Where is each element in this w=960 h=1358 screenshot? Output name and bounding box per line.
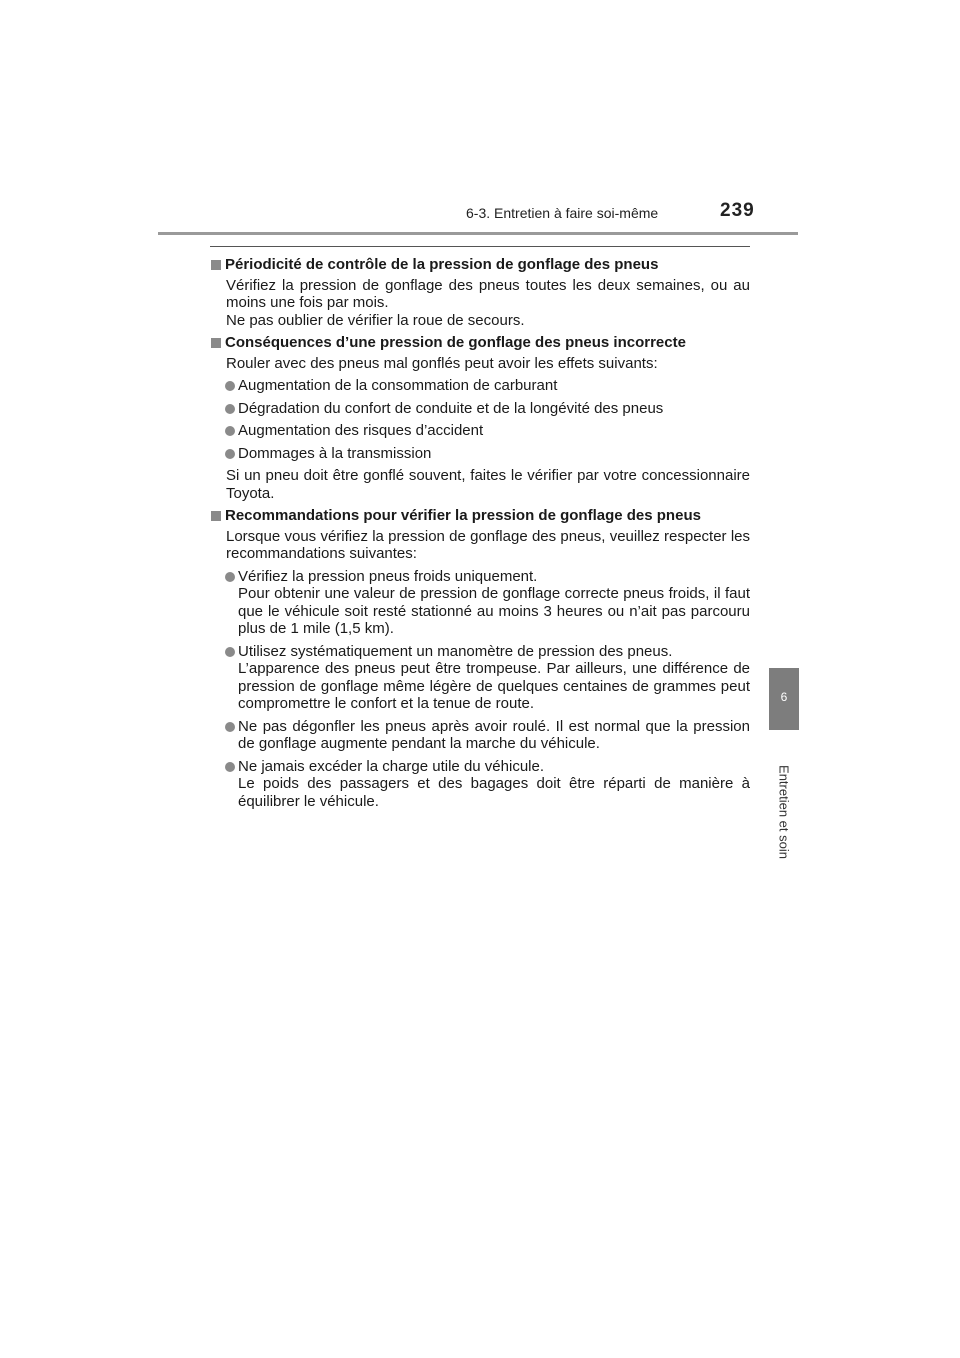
chapter-title: Entretien et soin	[776, 765, 792, 859]
list-item: Ne jamais excéder la charge utile du véhicule. Le poids des passagers et des bagages doit être réparti de manière à équilibrer le véhicule.	[210, 758, 750, 811]
section-heading: Périodicité de contrôle de la pression de gonflage des pneus	[210, 256, 750, 274]
list-item: Vérifiez la pression pneus froids uniquement. Pour obtenir une valeur de pression de gonflage correcte pneus froids, il faut que le véhicule soit resté stationné au moins 3 heures ou n’ait pas parcouru plus de 1 mile (1,5 km).	[210, 568, 750, 638]
list-item: Ne pas dégonfler les pneus après avoir roulé. Il est normal que la pression de gonflage augmente pendant la marche du véhicule.	[210, 718, 750, 753]
header-divider	[158, 232, 798, 235]
section-paragraph: Lorsque vous vérifiez la pression de gonflage des pneus, veuillez respecter les recommandations suivantes:	[226, 527, 750, 562]
list-item: Dommages à la transmission	[210, 445, 750, 463]
round-bullet-icon	[225, 647, 235, 657]
section-paragraph: Rouler avec des pneus mal gonflés peut avoir les effets suivants:	[226, 354, 658, 372]
round-bullet-icon	[225, 404, 235, 414]
section-heading: Conséquences d’une pression de gonflage des pneus incorrecte	[210, 334, 750, 352]
round-bullet-icon	[225, 381, 235, 391]
chapter-number: 6	[780, 690, 788, 704]
content-divider	[210, 246, 750, 247]
section-inspection-frequency	[210, 256, 750, 329]
section-heading: Recommandations pour vérifier la pression de gonflage des pneus	[210, 507, 750, 525]
square-bullet-icon	[211, 338, 221, 348]
section-paragraph: Si un pneu doit être gonflé souvent, faites le vérifier par votre concessionnaire Toyota.	[226, 467, 750, 502]
list-item: Utilisez systématiquement un manomètre de pression des pneus. L’apparence des pneus peut être trompeuse. Par ailleurs, une différence de pression de gonflage même légère de quelques centaines de grammes peut compromettre le confort et la tenue de route.	[210, 643, 750, 713]
page-number: 239	[720, 200, 755, 221]
page-content	[210, 256, 750, 815]
section-paragraph: Vérifiez la pression de gonflage des pneus toutes les deux semaines, ou au moins une fois par mois. Ne pas oublier de vérifier la roue de secours.	[226, 276, 750, 329]
round-bullet-icon	[225, 426, 235, 436]
section-recommendations	[210, 507, 750, 810]
chapter-tab	[769, 668, 799, 730]
square-bullet-icon	[211, 511, 221, 521]
square-bullet-icon	[211, 260, 221, 270]
round-bullet-icon	[225, 572, 235, 582]
list-item: Dégradation du confort de conduite et de la longévité des pneus	[210, 400, 750, 418]
round-bullet-icon	[225, 722, 235, 732]
round-bullet-icon	[225, 449, 235, 459]
section-incorrect-pressure	[210, 334, 750, 502]
list-item: Augmentation de la consommation de carburant	[210, 377, 750, 395]
header-section-title: 6-3. Entretien à faire soi-même	[466, 205, 659, 221]
list-item: Augmentation des risques d’accident	[210, 422, 750, 440]
round-bullet-icon	[225, 762, 235, 772]
